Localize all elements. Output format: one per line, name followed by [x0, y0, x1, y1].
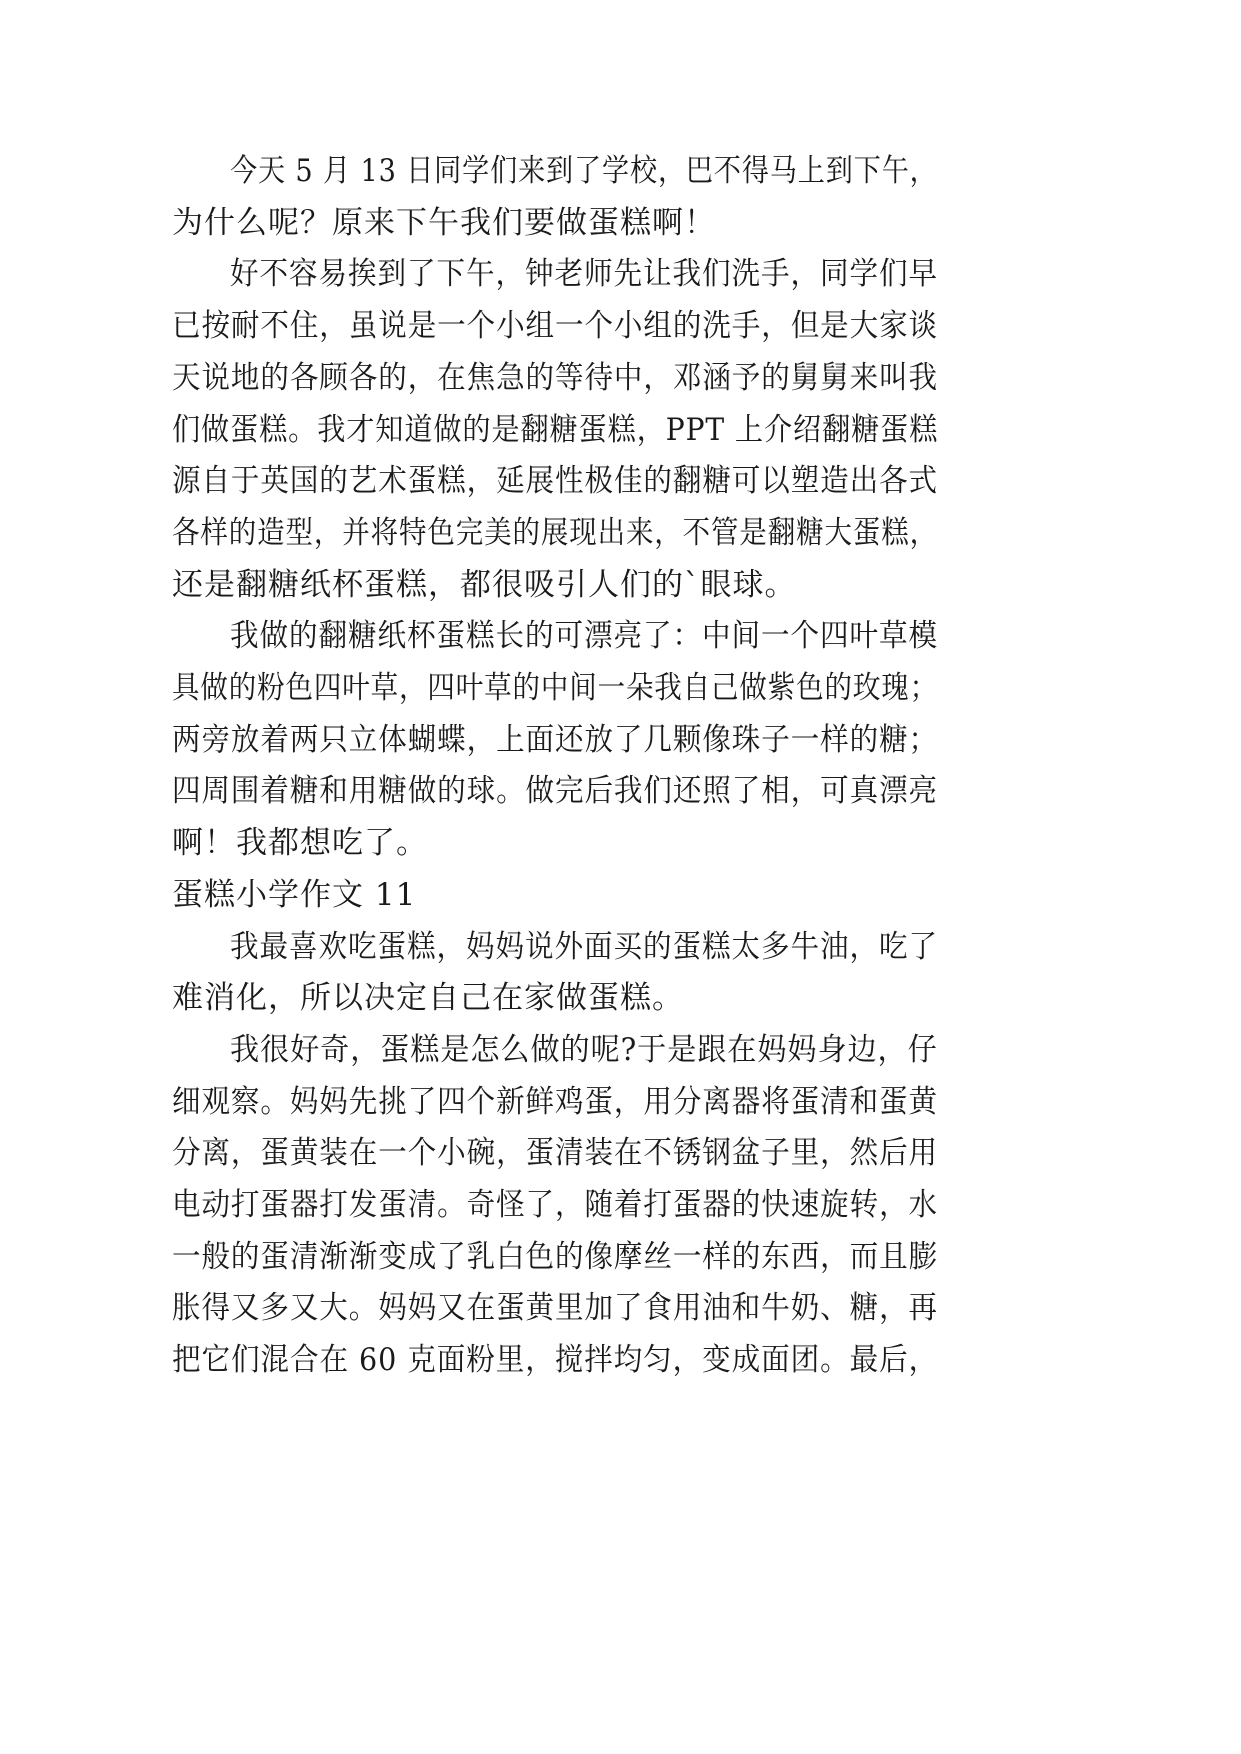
- text-line: 蛋糕小学作文 11: [172, 877, 417, 913]
- text-line: 两旁放着两只立体蝴蝶，上面还放了几颗像珠子一样的糖；: [172, 722, 939, 758]
- text-line: 胀得又多又大。妈妈又在蛋黄里加了食用油和牛奶、糖，再: [172, 1290, 939, 1326]
- text-line: 天说地的各顾各的，在焦急的等待中，邓涵予的舅舅来叫我: [172, 360, 939, 396]
- paragraph-first-line: 我很好奇，蛋糕是怎么做的呢?于是跟在妈妈身边，仔: [230, 1032, 938, 1068]
- text-line: 难消化，所以决定自己在家做蛋糕。: [172, 980, 684, 1016]
- text-line: 源自于英国的艺术蛋糕，延展性极佳的翻糖可以塑造出各式: [172, 463, 939, 499]
- text-line: 一般的蛋清渐渐变成了乳白色的像摩丝一样的东西，而且膨: [172, 1239, 939, 1275]
- text-line: 啊！我都想吃了。: [172, 825, 428, 861]
- text-line: 电动打蛋器打发蛋清。奇怪了，随着打蛋器的快速旋转，水: [172, 1187, 939, 1223]
- paragraph-first-line: 好不容易挨到了下午，钟老师先让我们洗手，同学们早: [230, 256, 939, 292]
- paragraph-first-line: 我做的翻糖纸杯蛋糕长的可漂亮了：中间一个四叶草模: [230, 618, 939, 654]
- paragraph-first-line: 今天 5 月 13 日同学们来到了学校，巴不得马上到下午，: [230, 153, 938, 189]
- text-line: 分离，蛋黄装在一个小碗，蛋清装在不锈钢盆子里，然后用: [172, 1135, 939, 1171]
- text-line: 已按耐不住，虽说是一个小组一个小组的洗手，但是大家谈: [172, 308, 939, 344]
- text-line: 为什么呢？原来下午我们要做蛋糕啊！: [172, 205, 716, 241]
- text-line: 们做蛋糕。我才知道做的是翻糖蛋糕，PPT 上介绍翻糖蛋糕: [172, 412, 939, 448]
- text-line: 各样的造型，并将特色完美的展现出来，不管是翻糖大蛋糕，: [172, 515, 939, 551]
- text-line: 具做的粉色四叶草，四叶草的中间一朵我自己做紫色的玫瑰；: [172, 670, 939, 706]
- paragraph-first-line: 我最喜欢吃蛋糕，妈妈说外面买的蛋糕太多牛油，吃了: [230, 929, 939, 965]
- text-line: 还是翻糖纸杯蛋糕，都很吸引人们的`眼球。: [172, 567, 797, 603]
- text-line: 四周围着糖和用糖做的球。做完后我们还照了相，可真漂亮: [172, 773, 939, 809]
- text-line: 把它们混合在 60 克面粉里，搅拌均匀，变成面团。最后，: [172, 1342, 939, 1378]
- text-line: 细观察。妈妈先挑了四个新鲜鸡蛋，用分离器将蛋清和蛋黄: [172, 1084, 939, 1120]
